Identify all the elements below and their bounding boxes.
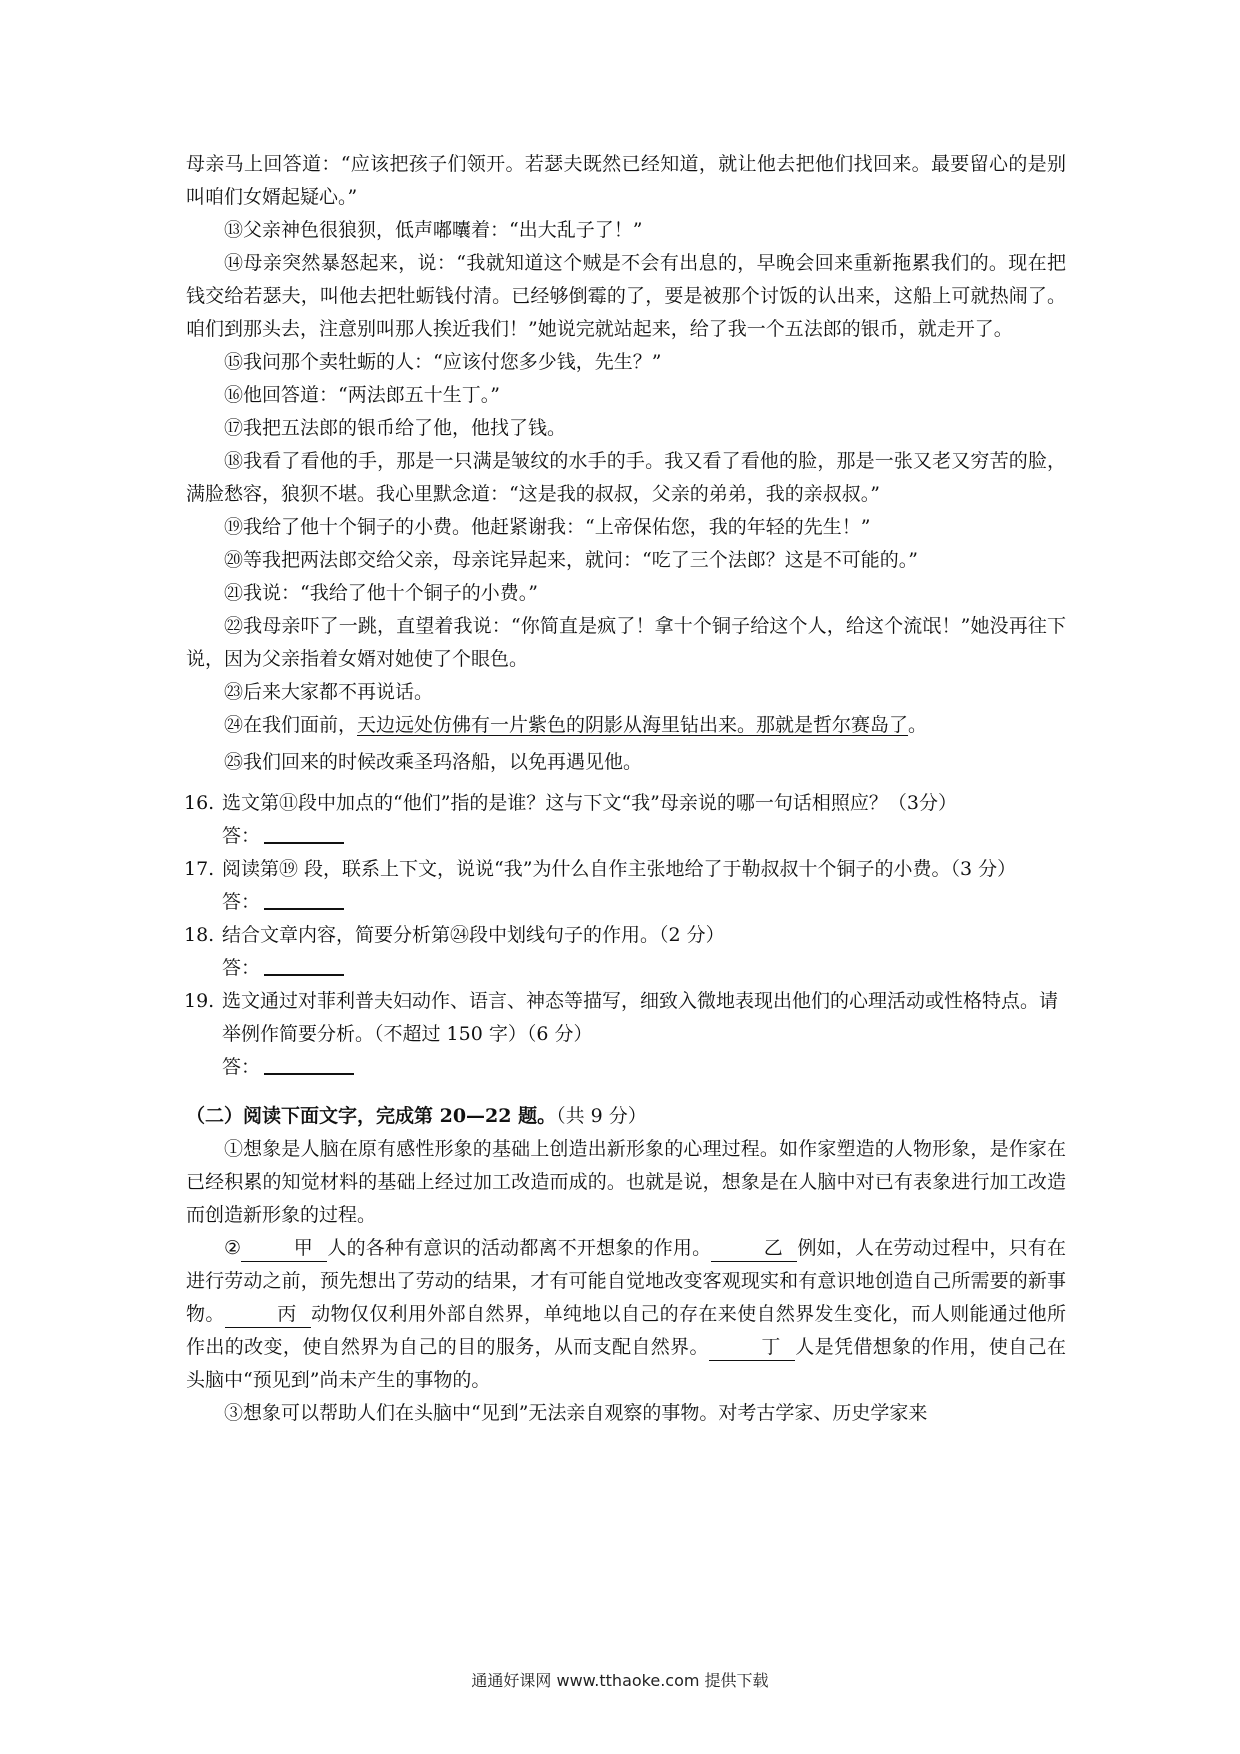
answer-blank[interactable] <box>264 1055 354 1075</box>
section-heading-score: （共 9 分） <box>556 1105 647 1127</box>
paragraph-22: ㉒我母亲吓了一跳，直望着我说：“你简直是疯了！拿十个铜子给这个人，给这个流氓！”她没再往下说，因为父亲指着女婿对她使了个眼色。 <box>186 615 1066 670</box>
blank-yi: 乙 <box>711 1235 797 1262</box>
question-number: 17. <box>184 858 215 880</box>
answer-blank[interactable] <box>264 890 344 910</box>
section2-paragraph-3: ③想象可以帮助人们在头脑中“见到”无法亲自观察的事物。对考古学家、历史学家来 <box>224 1402 928 1424</box>
paragraph-15: ⑮我问那个卖牡蛎的人：“应该付您多少钱，先生？” <box>224 351 662 373</box>
question-17 <box>186 853 1066 886</box>
paragraph-17: ⑰我把五法郎的银币给了他，他找了钱。 <box>224 417 567 439</box>
blank-ding: 丁 <box>709 1334 795 1361</box>
section2-paragraph-1: ①想象是人脑在原有感性形象的基础上创造出新形象的心理过程。如作家塑造的人物形象，是作家在已经积累的知觉材料的基础上经过加工改造而成的。也就是说，想象是在人脑中对已有表象进行加工改造而创造新形象的过程。 <box>186 1138 1066 1226</box>
section2-paragraph-2 <box>186 1232 1066 1397</box>
answer-label: 答： <box>222 957 261 979</box>
answer-line-19 <box>186 1051 1066 1084</box>
question-number: 18. <box>184 924 215 946</box>
question-number: 16. <box>184 792 215 814</box>
paragraph-14: ⑭母亲突然暴怒起来，说：“我就知道这个贼是不会有出息的，早晚会回来重新拖累我们的。现在把钱交给若瑟夫，叫他去把牡蛎钱付清。已经够倒霉的了，要是被那个讨饭的认出来，这船上可就热闹了。咱们到那头去，注意别叫那人挨近我们！”她说完就站起来，给了我一个五法郎的银币，就走开了。 <box>186 252 1066 340</box>
paragraph-text: 人是凭借想象的作用，使自己在头脑中“预见到”尚未产生的事物的。 <box>186 1336 1066 1391</box>
paragraph-marker: ② <box>224 1237 242 1259</box>
answer-line-16 <box>186 820 1066 853</box>
answer-blank[interactable] <box>264 956 344 976</box>
answer-label: 答： <box>222 891 261 913</box>
question-number: 19. <box>184 990 215 1012</box>
answer-label: 答： <box>222 1056 261 1078</box>
question-text: 选文通过对菲利普夫妇动作、语言、神态等描写，细致入微地表现出他们的心理活动或性格特点。请举例作简要分析。（不超过 150 字）（6 分） <box>222 990 1059 1045</box>
paragraph-text: 人的各种有意识的活动都离不开想象的作用。 <box>327 1237 712 1259</box>
question-text: 阅读第⑲ 段，联系上下文，说说“我”为什么自作主张地给了于勒叔叔十个铜子的小费。（3 分） <box>222 858 1017 880</box>
paragraph-19: ⑲我给了他十个铜子的小费。他赶紧谢我：“上帝保佑您，我的年轻的先生！” <box>224 516 871 538</box>
paragraph-text: 动物仅仅利用外部自然界，单纯地以自己的存在来使自然界发生变化，而人则能通过他所作出的改变，使自然界为自己的目的服务，从而支配自然界。 <box>186 1303 1066 1358</box>
answer-line-18 <box>186 952 1066 985</box>
answer-blank[interactable] <box>264 824 344 844</box>
paragraph-20: ⑳等我把两法郎交给父亲，母亲诧异起来，就问：“吃了三个法郎？这是不可能的。” <box>224 549 918 571</box>
paragraph-23: ㉓后来大家都不再说话。 <box>224 681 434 703</box>
question-text: 选文第⑪段中加点的“他们”指的是谁？这与下文“我”母亲说的哪一句话相照应？（3分） <box>222 792 957 814</box>
paragraph-16: ⑯他回答道：“两法郎五十生丁。” <box>224 384 500 406</box>
paragraph-24 <box>186 709 1066 742</box>
paragraph-18: ⑱我看了看他的手，那是一只满是皱纹的水手的手。我又看了看他的脸，那是一张又老又穷苦的脸，满脸愁容，狼狈不堪。我心里默念道：“这是我的叔叔，父亲的弟弟，我的亲叔叔。” <box>186 450 1066 505</box>
answer-line-17 <box>186 886 1066 919</box>
paragraph-25: ㉕我们回来的时候改乘圣玛洛船，以免再遇见他。 <box>224 751 643 773</box>
paragraph-24-end: 。 <box>908 714 928 736</box>
paragraph-mother-reply: 母亲马上回答道：“应该把孩子们领开。若瑟夫既然已经知道，就让他去把他们找回来。最要留心的是别叫咱们女婿起疑心。” <box>186 153 1066 208</box>
answer-label: 答： <box>222 825 261 847</box>
question-19 <box>186 985 1066 1051</box>
section-heading <box>186 1100 1066 1133</box>
blank-bing: 丙 <box>225 1301 311 1328</box>
document-body <box>186 148 1066 1430</box>
underlined-sentence: 天边远处仿佛有一片紫色的阴影从海里钻出来。那就是哲尔赛岛了 <box>357 714 909 736</box>
blank-jia: 甲 <box>241 1235 327 1262</box>
paragraph-24-lead: ㉔在我们面前， <box>224 714 358 736</box>
paragraph-text: 例如，人在劳动过程中，只有在进行劳动之前，预先想出了劳动的结果，才有可能自觉地改变客观现实和有意识地创造自己所需要的新事物。 <box>186 1237 1066 1325</box>
page-footer: 通通好课网 www.tthaoke.com 提供下载 <box>471 1671 769 1690</box>
paragraph-13: ⑬父亲神色很狼狈，低声嘟囔着：“出大乱子了！” <box>224 219 643 241</box>
question-16 <box>186 787 1066 820</box>
section-heading-bold: （二）阅读下面文字，完成第 20—22 题。 <box>186 1105 557 1127</box>
question-text: 结合文章内容，简要分析第㉔段中划线句子的作用。（2 分） <box>222 924 725 946</box>
paragraph-21: ㉑我说：“我给了他十个铜子的小费。” <box>224 582 538 604</box>
question-18 <box>186 919 1066 952</box>
